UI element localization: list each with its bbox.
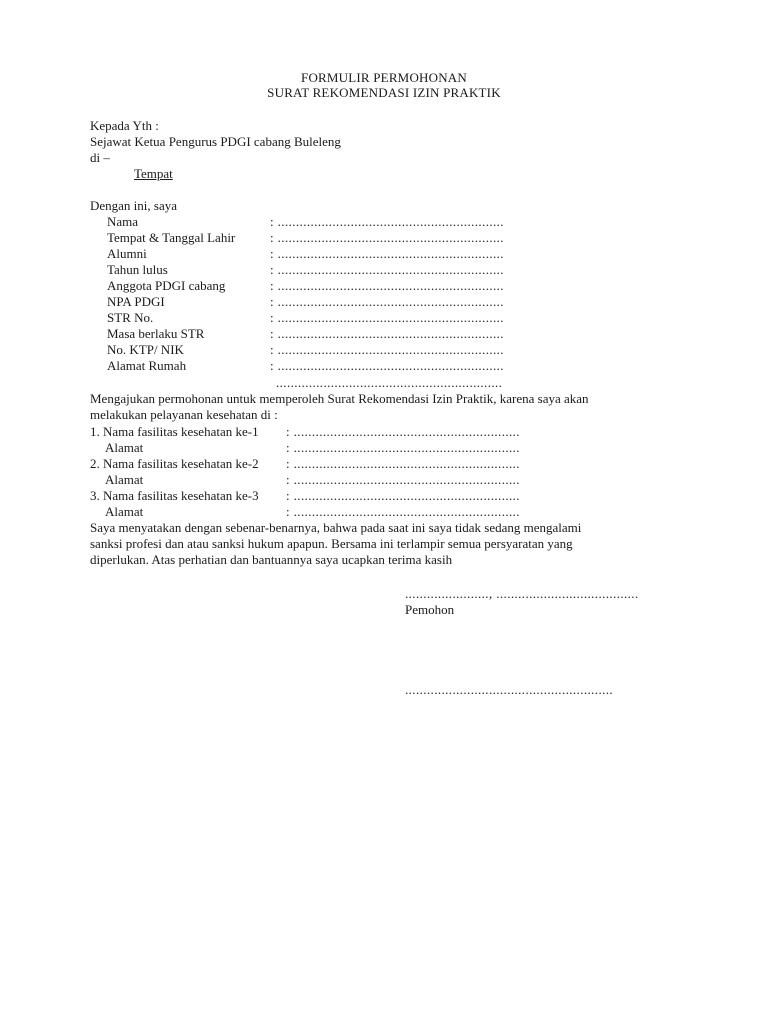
- facility-2-address-value: : ..............................................................: [286, 472, 520, 487]
- facility-1-name-label: 1. Nama fasilitas kesehatan ke-1: [90, 424, 259, 439]
- facility-2-address-label: Alamat: [105, 472, 144, 487]
- form-title-line2: SURAT REKOMENDASI IZIN PRAKTIK: [267, 85, 501, 100]
- intro-text: Dengan ini, saya: [90, 198, 178, 213]
- field-label-alumni: Alumni: [107, 246, 147, 261]
- facility-3-address-label: Alamat: [105, 504, 144, 519]
- signature-line: .........................................................: [405, 682, 614, 697]
- facility-2-name-label: 2. Nama fasilitas kesehatan ke-2: [90, 456, 259, 471]
- statement-line2: sanksi profesi dan atau sanksi hukum apapun. Bersama ini terlampir semua persyaratan yang: [90, 536, 573, 551]
- field-value-str: : ..............................................................: [270, 310, 504, 325]
- field-value-nama: : ..............................................................: [270, 214, 504, 229]
- field-value-tahun-lulus: : ..............................................................: [270, 262, 504, 277]
- field-label-alamat: Alamat Rumah: [107, 358, 187, 373]
- field-label-nama: Nama: [107, 214, 139, 229]
- field-value-masa-str: : ..............................................................: [270, 326, 504, 341]
- facility-1-address-label: Alamat: [105, 440, 144, 455]
- facility-3-address-value: : ..............................................................: [286, 504, 520, 519]
- field-label-masa-str: Masa berlaku STR: [107, 326, 205, 341]
- request-line1: Mengajukan permohonan untuk memperoleh Surat Rekomendasi Izin Praktik, karena saya akan: [90, 391, 589, 406]
- form-title-line1: FORMULIR PERMOHONAN: [301, 70, 467, 85]
- facility-3-name-label: 3. Nama fasilitas kesehatan ke-3: [90, 488, 259, 503]
- field-label-anggota: Anggota PDGI cabang: [107, 278, 226, 293]
- statement-line3: diperlukan. Atas perhatian dan bantuannya saya ucapkan terima kasih: [90, 552, 453, 567]
- facility-1-address-value: : ..............................................................: [286, 440, 520, 455]
- signature-place-date: ......................., .......................................: [405, 586, 639, 601]
- field-label-str: STR No.: [107, 310, 154, 325]
- facility-3-name-value: : ..............................................................: [286, 488, 520, 503]
- field-label-ktp: No. KTP/ NIK: [107, 342, 184, 357]
- field-value-anggota: : ..............................................................: [270, 278, 504, 293]
- request-line2: melakukan pelayanan kesehatan di :: [90, 407, 278, 422]
- statement-line1: Saya menyatakan dengan sebenar-benarnya, bahwa pada saat ini saya tidak sedang mengalami: [90, 520, 582, 535]
- signature-role: Pemohon: [405, 602, 455, 617]
- field-value-alumni: : ..............................................................: [270, 246, 504, 261]
- field-value-alamat: : ..............................................................: [270, 358, 504, 373]
- field-label-ttl: Tempat & Tanggal Lahir: [107, 230, 236, 245]
- field-label-npa: NPA PDGI: [107, 294, 165, 309]
- field-value-npa: : ..............................................................: [270, 294, 504, 309]
- recipient: Sejawat Ketua Pengurus PDGI cabang Buleleng: [90, 134, 341, 149]
- field-value-alamat-cont: ..............................................................: [276, 375, 503, 390]
- field-value-ttl: : ..............................................................: [270, 230, 504, 245]
- facility-2-name-value: : ..............................................................: [286, 456, 520, 471]
- field-value-ktp: : ..............................................................: [270, 342, 504, 357]
- place-label: Tempat: [134, 166, 173, 181]
- di-label: di –: [90, 150, 110, 165]
- facility-1-name-value: : ..............................................................: [286, 424, 520, 439]
- field-label-tahun-lulus: Tahun lulus: [107, 262, 168, 277]
- greeting: Kepada Yth :: [90, 118, 159, 133]
